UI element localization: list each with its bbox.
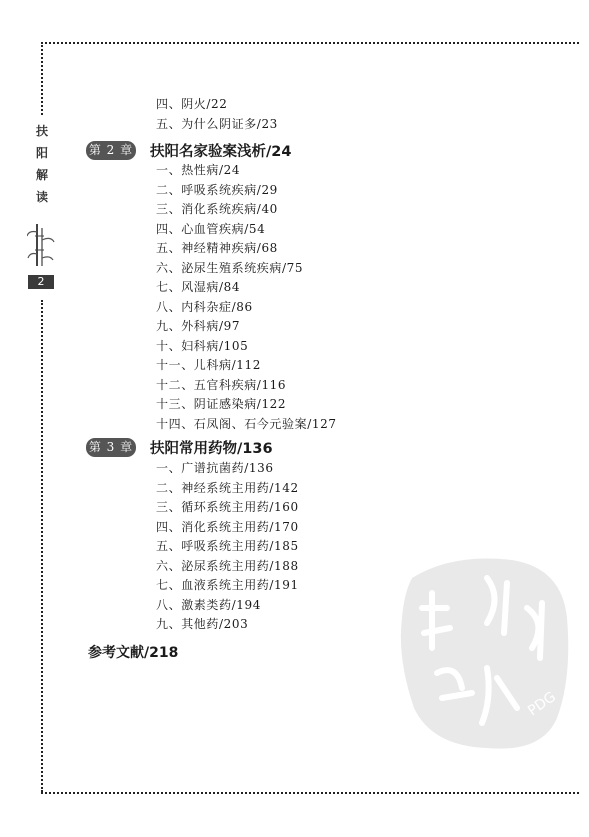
- chapter-heading-2[interactable]: [86, 140, 291, 161]
- side-title-char: 解: [35, 168, 48, 182]
- toc-item[interactable]: 七、血液系统主用药/191: [156, 578, 299, 592]
- chapter-badge: 第 3 章: [86, 438, 136, 457]
- toc-item[interactable]: 五、呼吸系统主用药/185: [156, 539, 299, 553]
- toc-item[interactable]: 六、泌尿系统主用药/188: [156, 558, 299, 573]
- toc-item[interactable]: 八、内科杂症/86: [156, 299, 253, 314]
- toc-item[interactable]: 四、心血管疾病/54: [156, 221, 266, 236]
- side-book-title: [33, 124, 51, 204]
- toc-item[interactable]: 十一、儿科病/112: [156, 358, 261, 372]
- watermark-text: PDG: [525, 688, 559, 720]
- toc-item[interactable]: 四、阴火/22: [156, 97, 228, 111]
- chapter-title: 扶阳名家验案浅析/24: [150, 144, 292, 160]
- toc-item[interactable]: 二、呼吸系统疾病/29: [156, 182, 278, 197]
- toc-item[interactable]: 四、消化系统主用药/170: [156, 519, 299, 534]
- toc-item[interactable]: 七、风湿病/84: [156, 280, 241, 294]
- toc-item[interactable]: 十四、石凤阁、石今元验案/127: [156, 416, 337, 431]
- side-title-char: 阳: [35, 146, 48, 160]
- toc-item[interactable]: 一、广谱抗菌药/136: [156, 461, 274, 475]
- page-number: 2: [28, 275, 54, 289]
- frame-left-border-top: [41, 42, 43, 115]
- toc-item[interactable]: 一、热性病/24: [156, 163, 241, 177]
- toc-item[interactable]: 十二、五官科疾病/116: [156, 377, 287, 392]
- frame-bottom-border: [41, 792, 579, 794]
- frame-left-border-bottom: [41, 300, 43, 792]
- seal-watermark-icon: [392, 548, 572, 758]
- toc-item[interactable]: 二、神经系统主用药/142: [156, 480, 299, 495]
- toc-item[interactable]: 八、激素类药/194: [156, 597, 261, 612]
- toc-item[interactable]: 十、妇科病/105: [156, 338, 249, 353]
- chapter-heading-3[interactable]: [86, 437, 273, 458]
- chapter-badge: 第 2 章: [86, 141, 136, 160]
- chapter-title: 扶阳常用药物/136: [150, 441, 273, 457]
- toc-item[interactable]: 五、为什么阴证多/23: [156, 117, 278, 131]
- toc-item[interactable]: 十三、阴证感染病/122: [156, 397, 287, 411]
- toc-item[interactable]: 六、泌尿生殖系统疾病/75: [156, 260, 304, 275]
- toc-item[interactable]: 三、循环系统主用药/160: [156, 500, 299, 514]
- references-entry[interactable]: 参考文献/218: [88, 645, 179, 661]
- toc-item[interactable]: 九、外科病/97: [156, 319, 241, 333]
- toc-item[interactable]: 九、其他药/203: [156, 617, 249, 631]
- toc-item[interactable]: 三、消化系统疾病/40: [156, 202, 278, 216]
- bamboo-icon: [27, 222, 55, 268]
- side-title-char: 读: [35, 190, 48, 204]
- side-title-char: 扶: [35, 124, 48, 138]
- toc-item[interactable]: 五、神经精神疾病/68: [156, 241, 278, 255]
- frame-top-border: [41, 42, 579, 44]
